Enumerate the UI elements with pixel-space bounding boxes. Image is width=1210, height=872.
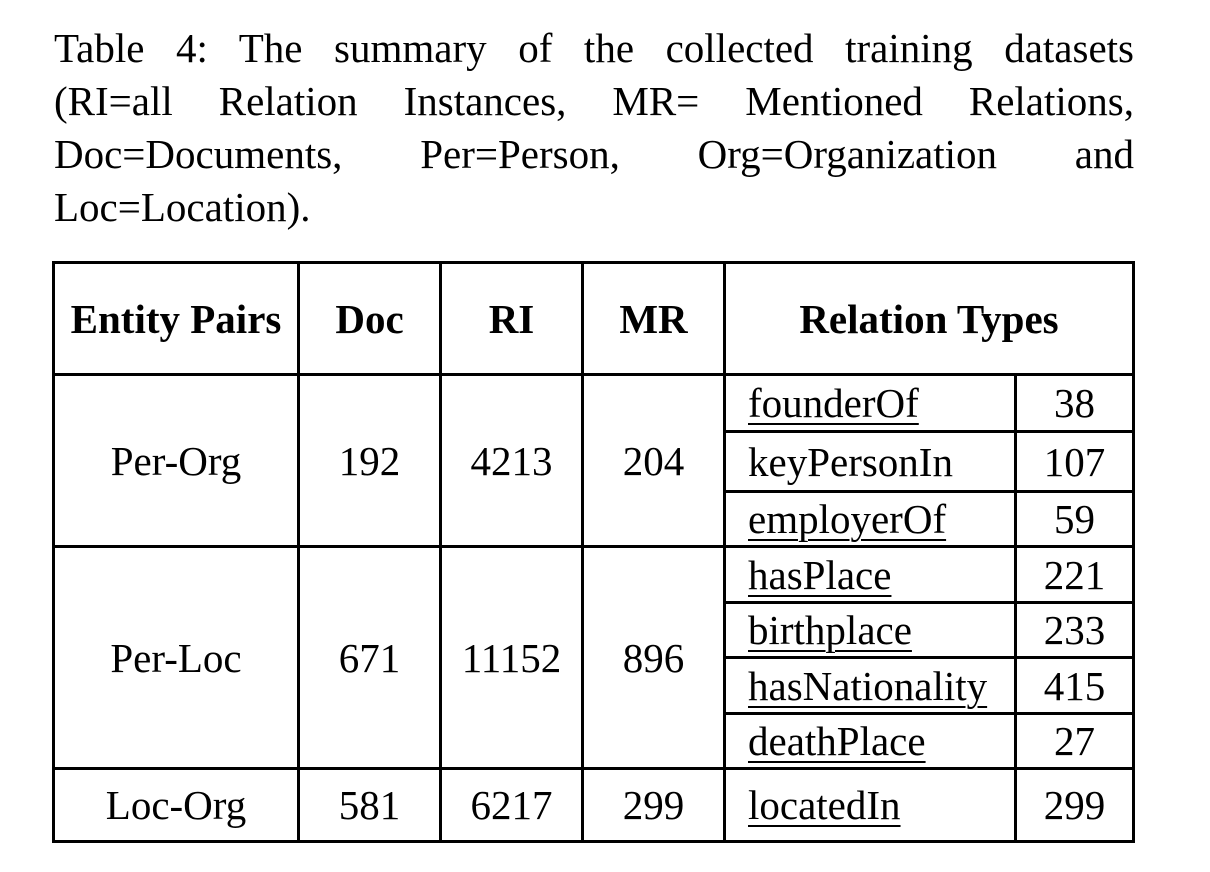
relation-type-cell <box>726 493 1014 545</box>
relation-count-cell: 38 <box>1054 380 1095 426</box>
relation-type-cell <box>726 548 1014 601</box>
relation-type-text: keyPersonIn <box>748 438 953 485</box>
relation-count-cell: 221 <box>1043 551 1106 598</box>
relation-count-cell: 27 <box>1054 718 1095 764</box>
mr-cell: 896 <box>622 634 685 681</box>
mr-cell: 204 <box>622 437 685 484</box>
relation-type-link[interactable]: locatedIn <box>748 782 901 828</box>
entity-pair-cell: Per-Loc <box>110 634 242 681</box>
header-doc: Doc <box>335 295 404 342</box>
relation-type-cell <box>726 604 1014 656</box>
mr-cell: 299 <box>622 782 685 828</box>
header-ri: RI <box>488 295 535 342</box>
header-entity-pairs: Entity Pairs <box>70 295 282 342</box>
table-border <box>52 840 1135 843</box>
entity-pair-cell: Per-Org <box>110 437 242 484</box>
caption-line: (RI=all Relation Instances, MR= Mentioned Relations, <box>54 78 1134 124</box>
caption-line: Loc=Location). <box>54 184 311 230</box>
ri-cell: 4213 <box>470 437 553 484</box>
relation-type-link[interactable]: deathPlace <box>748 718 926 764</box>
relation-count-cell: 299 <box>1043 782 1106 828</box>
entity-pair-cell: Loc-Org <box>105 782 247 828</box>
relation-count-cell: 233 <box>1043 607 1106 653</box>
relation-type-cell <box>726 659 1014 712</box>
relation-type-link[interactable]: hasPlace <box>748 551 892 598</box>
doc-cell: 192 <box>338 437 401 484</box>
doc-cell: 671 <box>338 634 401 681</box>
header-mr: MR <box>619 295 688 342</box>
relation-type-link[interactable]: founderOf <box>748 380 919 426</box>
relation-type-link[interactable]: hasNationality <box>748 662 988 709</box>
ri-cell: 11152 <box>461 634 562 681</box>
relation-count-cell: 107 <box>1043 438 1106 485</box>
header-relation-types: Relation Types <box>799 295 1059 342</box>
relation-type-link[interactable]: employerOf <box>748 496 947 542</box>
relation-count-cell: 59 <box>1054 496 1095 542</box>
doc-cell: 581 <box>338 782 401 828</box>
relation-type-link[interactable]: birthplace <box>748 607 912 653</box>
relation-type-cell <box>726 433 1014 490</box>
relation-type-cell <box>726 376 1014 430</box>
table-caption <box>54 22 1134 234</box>
relation-type-cell <box>726 715 1014 767</box>
caption-line: Table 4: The summary of the collected training datasets <box>54 25 1134 71</box>
ri-cell: 6217 <box>470 782 553 828</box>
table-border <box>1132 261 1135 843</box>
relation-type-cell <box>726 770 1014 840</box>
caption-line: Doc=Documents, Per=Person, Org=Organization and <box>54 131 1134 177</box>
datasets-table <box>52 261 1135 843</box>
relation-count-cell: 415 <box>1043 662 1106 709</box>
